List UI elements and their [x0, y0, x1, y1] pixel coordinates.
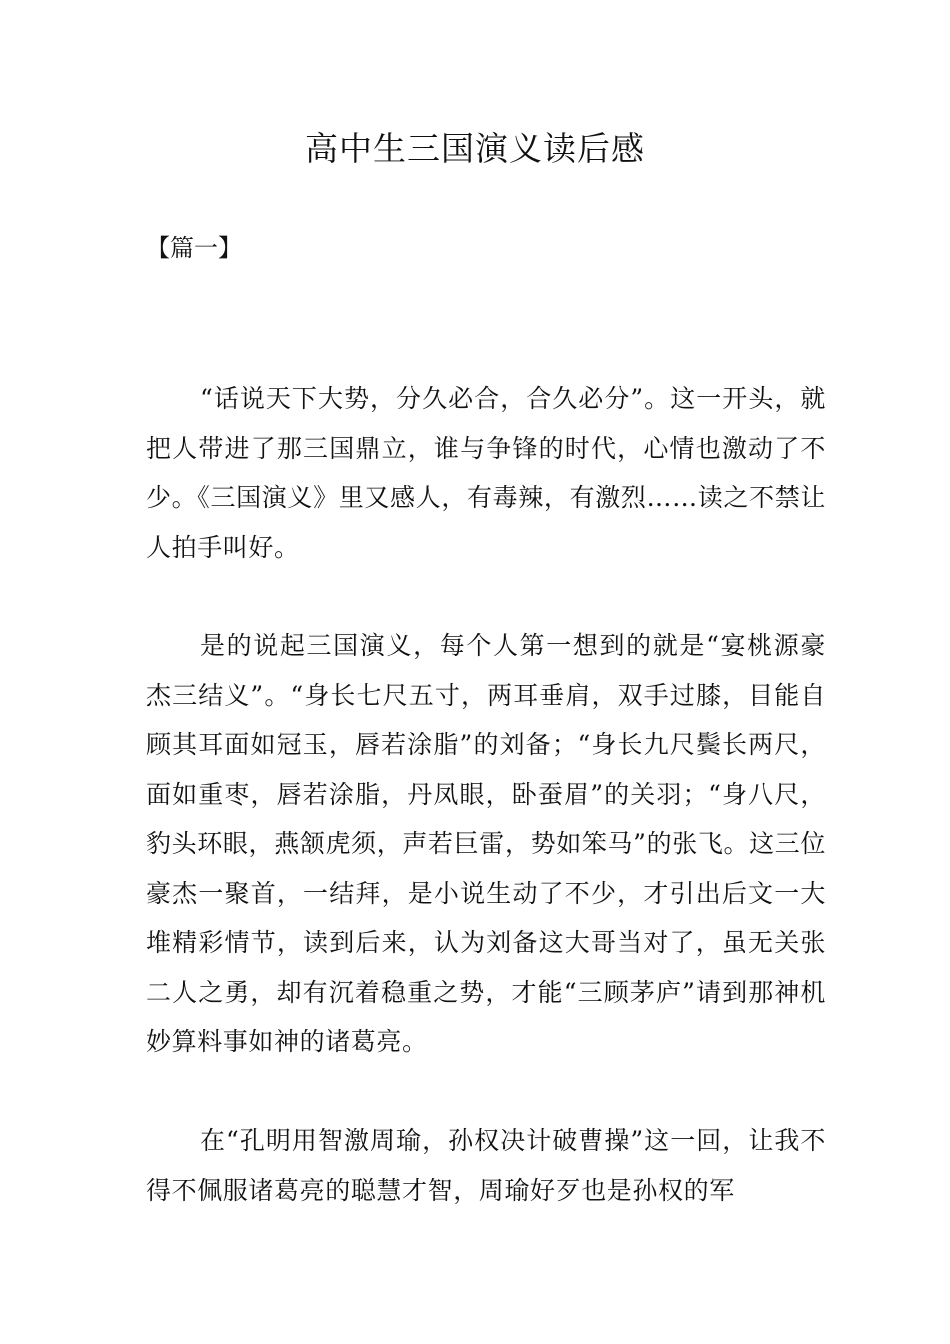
document-title: 高中生三国演义读后感 — [305, 129, 645, 168]
section-label: 【篇一】 — [146, 234, 242, 262]
paragraph-2: 是的说起三国演义，每个人第一想到的就是“宴桃源豪杰三结义”。“身长七尺五寸，两耳垂肩，双手过膝，目能自顾其耳面如冠玉，唇若涂脂”的刘备；“身长九尺鬓长两尺，面如重枣，唇若涂脂，丹凤眼，卧蚕眉”的关羽；“身八尺，豹头环眼，燕颔虎须，声若巨雷，势如笨马”的张飞。这三位豪杰一聚首，一结拜，是小说生动了不少，才引出后文一大堆精彩情节，读到后来，认为刘备这大哥当对了，虽无关张二人之勇，却有沉着稳重之势，才能“三顾茅庐”请到那神机妙算料事如神的诸葛亮。 — [146, 631, 826, 1056]
paragraph-3: 在“孔明用智激周瑜，孙权决计破曹操”这一回，让我不得不佩服诸葛亮的聪慧才智，周瑜好歹也是孙权的军 — [146, 1126, 826, 1205]
paragraph-1: “话说天下大势，分久必合，合久必分”。这一开头，就把人带进了那三国鼎立，谁与争锋的时代，心情也激动了不少。《三国演义》里又感人，有毒辣，有激烈……读之不禁让人拍手叫好。 — [146, 384, 826, 562]
